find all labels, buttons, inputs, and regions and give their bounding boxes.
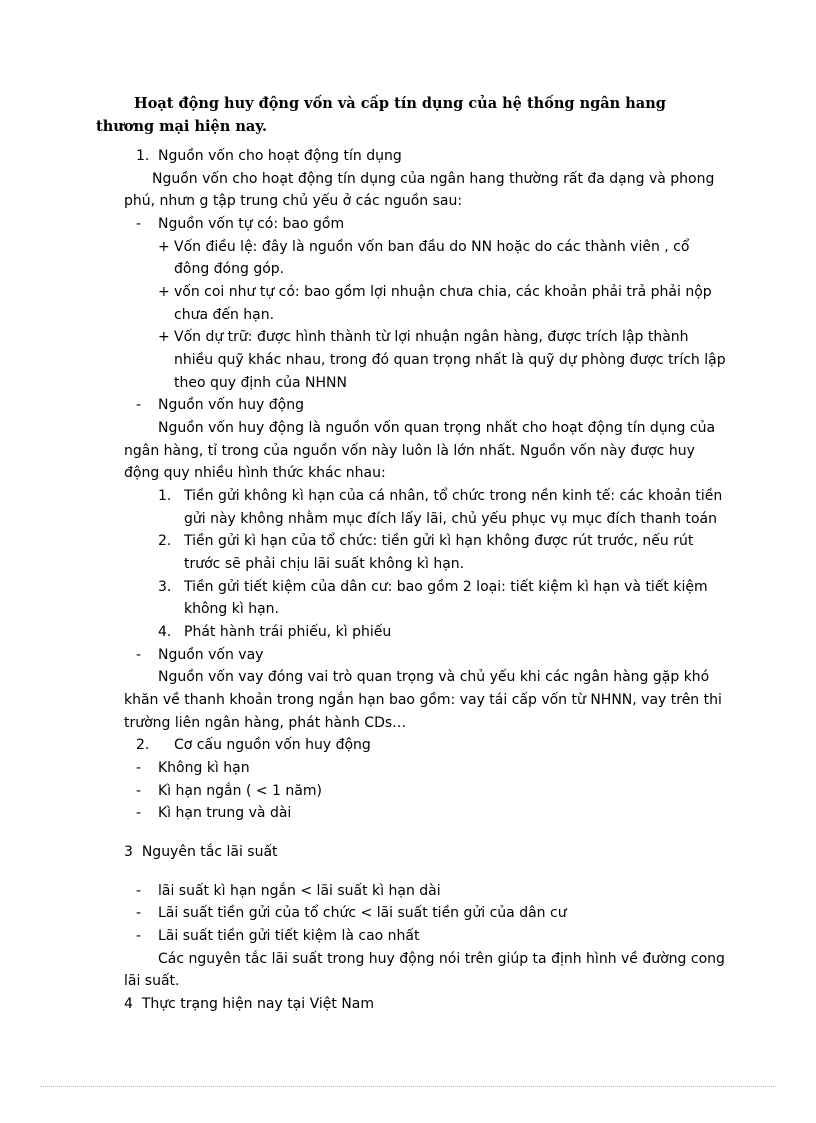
list-item-savings-deposit	[96, 576, 726, 621]
list-item-savings-deposit-text: Tiền gửi tiết kiệm của dân cư: bao gồm 2 loại: tiết kiệm kì hạn và tiết kiệm không kì hạn.	[184, 578, 708, 618]
list-item-rate-savings-highest-text: Lãi suất tiền gửi tiết kiệm là cao nhất	[158, 928, 420, 945]
section-2	[96, 734, 726, 825]
dash-marker: -	[136, 782, 142, 799]
list-item-no-term	[96, 757, 726, 780]
list-item-rate-term-text: lãi suất kì hạn ngắn < lãi suất kì hạn dài	[158, 882, 441, 899]
list-item-charter-capital-text: Vốn điều lệ: đây là nguồn vốn ban đầu do NN hoặc do các thành viên , cổ đông đóng góp.	[174, 238, 690, 278]
document-title	[96, 92, 726, 139]
list-item-mobilized-capital-label: Nguồn vốn huy động	[158, 397, 304, 414]
section-4-number: 4	[124, 996, 133, 1013]
list-item-rate-term	[96, 880, 726, 903]
dash-marker: -	[136, 928, 142, 945]
dash-marker: -	[136, 215, 142, 232]
document-body	[96, 92, 726, 1016]
dash-marker: -	[136, 397, 142, 414]
numbered-marker: 1.	[158, 488, 172, 505]
document-title-line-1: Hoạt động huy động vốn và cấp tín dụng của hệ thống ngân hang	[134, 95, 666, 112]
section-2-heading-text: Cơ cấu nguồn vốn huy động	[174, 737, 371, 754]
section-1-heading	[96, 145, 726, 168]
list-item-term-deposit-org	[96, 530, 726, 575]
list-item-demand-deposit	[96, 485, 726, 530]
plus-marker: +	[158, 238, 170, 255]
list-item-rate-org-vs-individual-text: Lãi suất tiền gửi của tổ chức < lãi suất tiền gửi của dân cư	[158, 905, 567, 922]
list-item-bond-issuance	[96, 621, 726, 644]
section-1	[96, 145, 726, 734]
section-3-number: 3	[124, 844, 133, 861]
list-item-demand-deposit-text: Tiền gửi không kì hạn của cá nhân, tổ chức trong nền kinh tế: các khoản tiền gửi này không nhằm mục đích lấy lãi, chủ yếu phục vụ mục đích thanh toán	[184, 488, 723, 527]
section-1-number: 1.	[136, 147, 150, 164]
list-item-short-term	[96, 780, 726, 803]
section-1-heading-text: Nguồn vốn cho hoạt động tín dụng	[158, 147, 402, 164]
list-item-borrowed-capital-label: Nguồn vốn vay	[158, 646, 264, 663]
section-1-intro: Nguồn vốn cho hoạt động tín dụng của ngân hang thường rất đa dạng và phong phú, nhưn g tập trung chủ yếu ở các nguồn sau:	[124, 170, 715, 210]
list-item-charter-capital	[96, 236, 726, 281]
list-item-rate-org-vs-individual	[96, 902, 726, 925]
list-item-mobilized-capital	[96, 394, 726, 417]
list-item-reserve-capital	[96, 326, 726, 394]
dash-marker: -	[136, 882, 142, 899]
section-3-heading-text: Nguyên tắc lãi suất	[141, 844, 278, 861]
list-item-quasi-capital-text: vốn coi như tự có: bao gồm lợi nhuận chưa chia, các khoản phải trả phải nộp chưa đến hạn.	[174, 284, 712, 323]
list-item-rate-savings-highest	[96, 925, 726, 948]
section-3-heading	[96, 841, 726, 864]
dash-marker: -	[136, 905, 142, 922]
list-item-medium-long-term-text: Kì hạn trung và dài	[158, 805, 292, 822]
document-title-line-2: thương mại hiện nay.	[96, 118, 268, 136]
list-item-no-term-text: Không kì hạn	[158, 760, 250, 777]
section-4	[96, 993, 726, 1016]
list-item-reserve-capital-text: Vốn dự trữ: được hình thành từ lợi nhuận ngân hàng, được trích lập thành nhiều quỹ khác nhau, trong đó quan trọng nhất là quỹ dự phòng được trích lập theo quy định của NHNN	[174, 329, 726, 391]
mobilized-capital-body: Nguồn vốn huy động là nguồn vốn quan trọng nhất cho hoạt động tín dụng của ngân hàng, tỉ trong của nguồn vốn này luôn là lớn nhất. Nguồn vốn này được huy động quy nhiều hình thức khác nhau:	[124, 420, 716, 482]
numbered-marker: 2.	[158, 533, 172, 550]
list-item-own-capital	[96, 213, 726, 236]
spacer	[96, 864, 726, 880]
section-3	[96, 841, 726, 993]
footer-divider	[40, 1086, 776, 1087]
borrowed-capital-body: Nguồn vốn vay đóng vai trò quan trọng và chủ yếu khi các ngân hàng gặp khó khăn về thanh khoản trong ngắn hạn bao gồm: vay tái cấp vốn từ NHNN, vay trên thi trường liên ngân hàng, phát hành CDs…	[124, 669, 722, 731]
plus-marker: +	[158, 284, 170, 300]
list-item-short-term-text: Kì hạn ngắn ( < 1 năm)	[158, 782, 322, 799]
section-2-heading	[96, 734, 726, 757]
section-2-number: 2.	[136, 737, 150, 754]
dash-marker: -	[136, 805, 142, 822]
numbered-marker: 4.	[158, 624, 172, 641]
dash-marker: -	[136, 646, 142, 663]
section-4-heading	[96, 993, 726, 1016]
dash-marker: -	[136, 760, 142, 777]
list-item-term-deposit-org-text: Tiền gửi kì hạn của tổ chức: tiền gửi kì hạn không được rút trước, nếu rút trước sẽ phải chịu lãi suất không kì hạn.	[184, 533, 694, 573]
list-item-bond-issuance-text: Phát hành trái phiếu, kì phiếu	[184, 624, 392, 641]
spacer	[96, 825, 726, 841]
plus-marker: +	[158, 329, 170, 346]
list-item-medium-long-term	[96, 802, 726, 825]
section-3-closing: Các nguyên tắc lãi suất trong huy động nói trên giúp ta định hình về đường cong lãi suất.	[124, 950, 725, 990]
numbered-marker: 3.	[158, 578, 172, 595]
list-item-own-capital-label: Nguồn vốn tự có: bao gồm	[158, 215, 345, 232]
list-item-quasi-capital	[96, 281, 726, 326]
list-item-borrowed-capital	[96, 644, 726, 667]
section-4-heading-text: Thực trạng hiện nay tại Việt Nam	[141, 996, 375, 1013]
